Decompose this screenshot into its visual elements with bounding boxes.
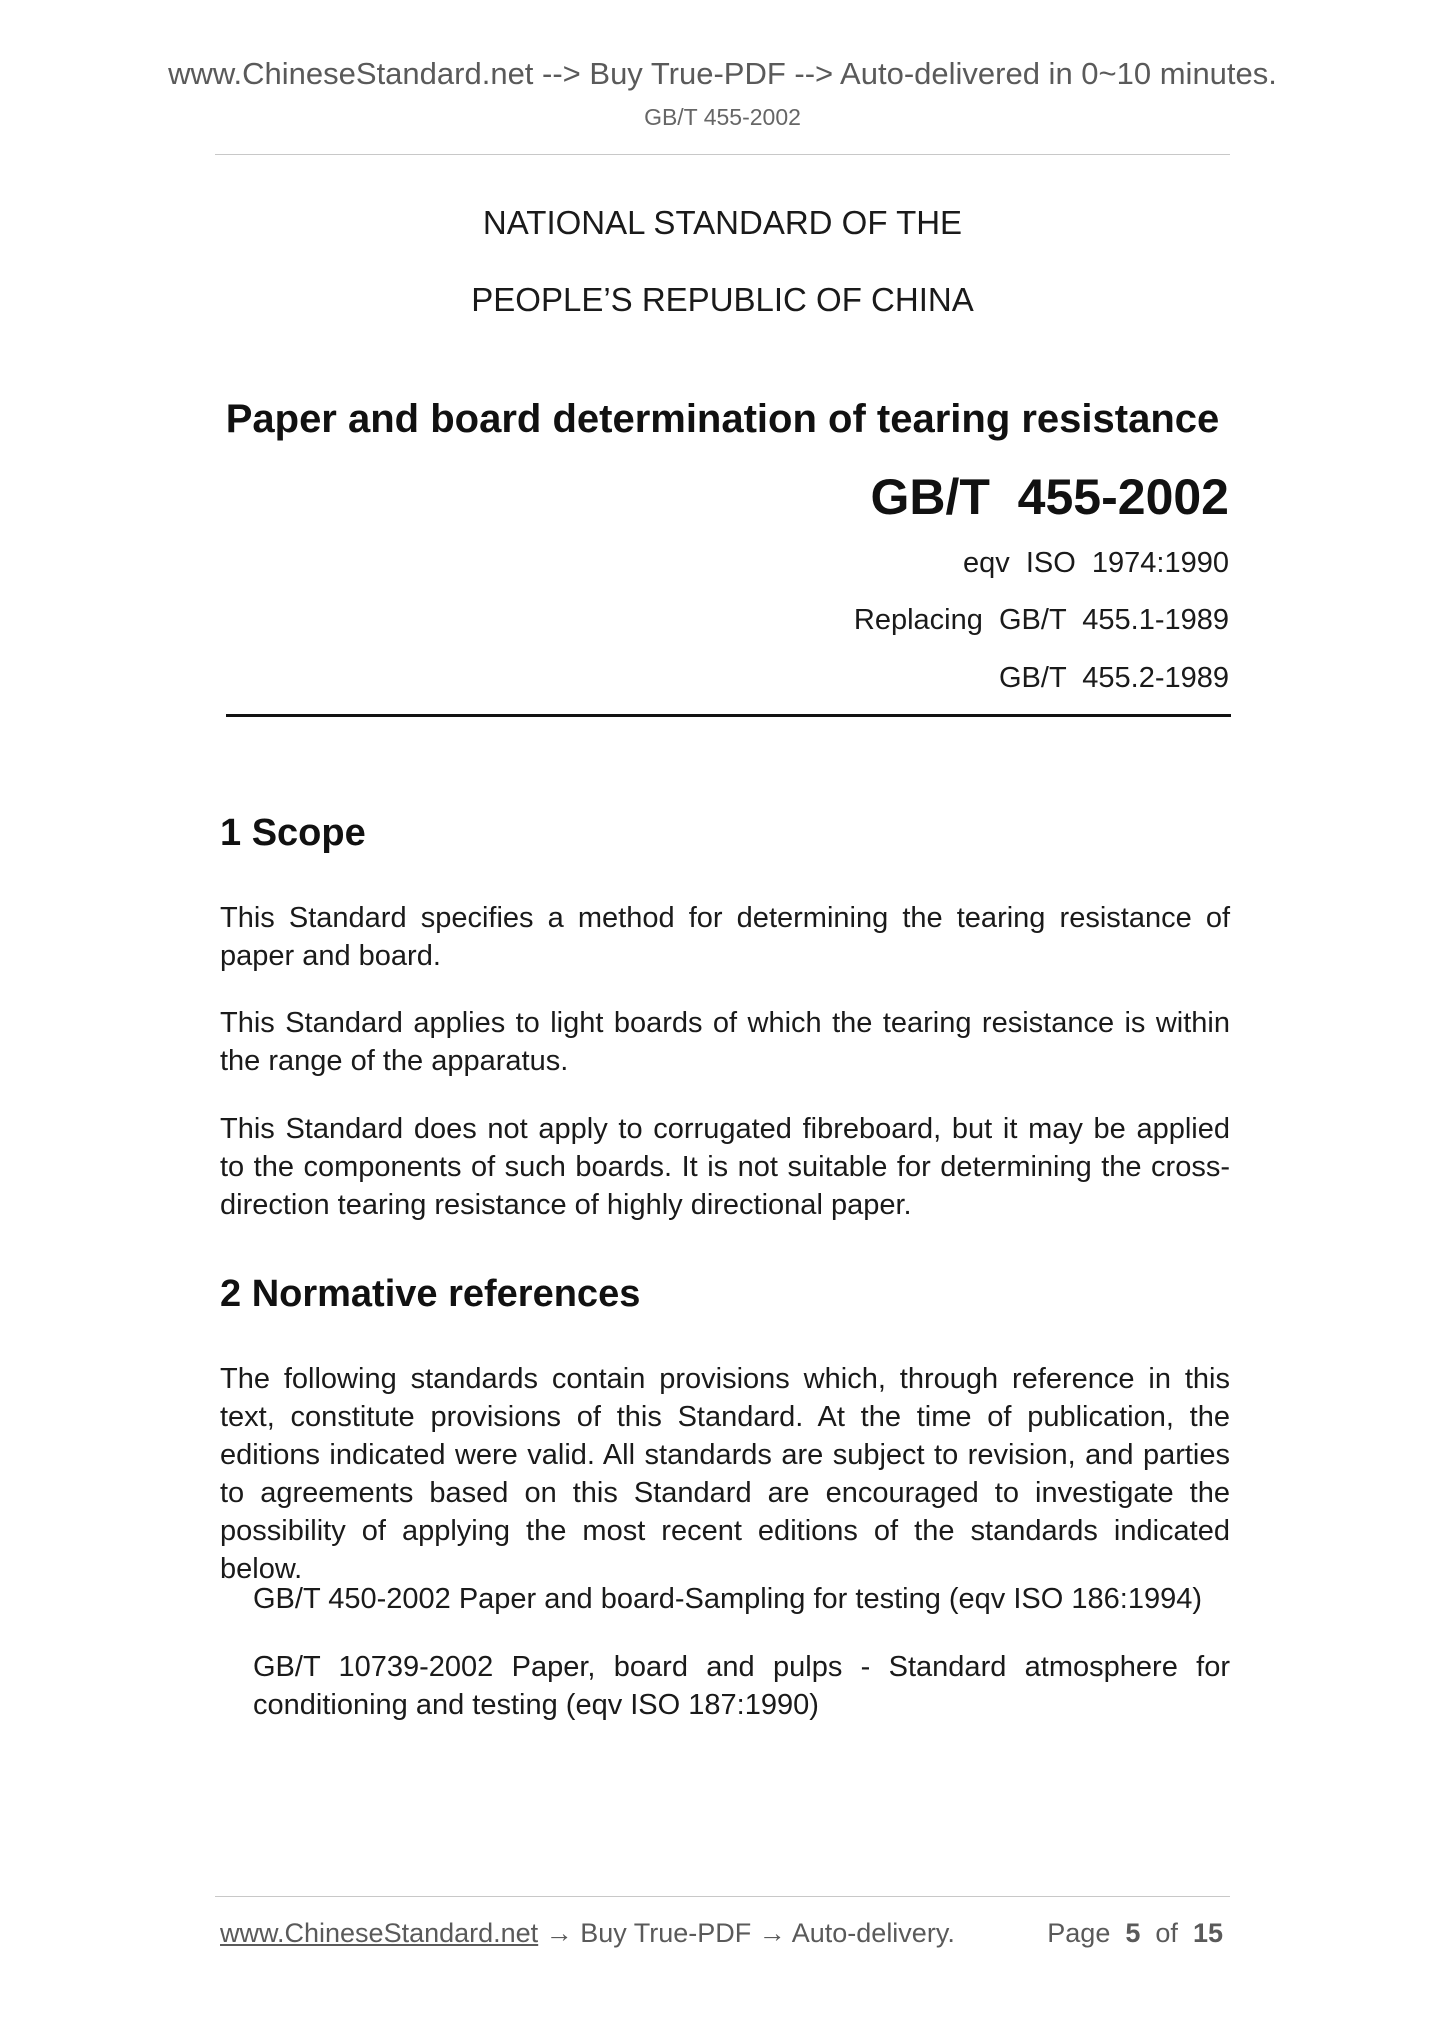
section-1-heading: 1 Scope <box>220 812 366 854</box>
scope-paragraph-3: This Standard does not apply to corrugated fibreboard, but it may be applied to the components of such boards. It is not suitable for determining the cross-direction tearing resistance of highly directional paper. <box>220 1113 1230 1221</box>
national-standard-line-2: PEOPLE’S REPUBLIC OF CHINA <box>471 281 974 318</box>
header-doc-id: GB/T 455-2002 <box>644 104 801 130</box>
title-divider <box>226 714 1231 717</box>
footer-site-link[interactable]: www.ChineseStandard.net <box>220 1918 539 1948</box>
reference-item: GB/T 450-2002 Paper and board-Sampling for testing (eqv ISO 186:1994) <box>253 1583 1202 1615</box>
scope-paragraph-1: This Standard specifies a method for determining the tearing resistance of paper and board. <box>220 902 1230 972</box>
page-current: 5 <box>1125 1918 1141 1948</box>
footer-divider <box>215 1896 1230 1897</box>
header-divider <box>215 154 1230 155</box>
document-title: Paper and board determination of tearing resistance <box>225 397 1220 441</box>
page-number <box>1047 1918 1223 1949</box>
normative-references-paragraph: The following standards contain provisions which, through reference in this text, constitute provisions of this Standard. At the time of publication, the editions indicated were valid. All standards are subject to revision, and parties to agreements based on this Standard are encouraged to investigate the possibility of applying the most recent editions of the standards indicated below. <box>220 1363 1230 1585</box>
page-of: of <box>1155 1918 1178 1948</box>
scope-paragraph-2: This Standard applies to light boards of which the tearing resistance is within the range of the apparatus. <box>220 1007 1230 1077</box>
page-total: 15 <box>1192 1918 1223 1948</box>
footer-promo <box>220 1918 955 1949</box>
footer-tagline: → Buy True-PDF → Auto-delivery. <box>538 1918 955 1948</box>
reference-item: GB/T 10739-2002 Paper, board and pulps - Standard atmosphere for conditioning and testing (eqv ISO 187:1990) <box>253 1651 1230 1721</box>
standard-code: GB/T 455-2002 <box>870 469 1229 525</box>
equivalence-note: eqv ISO 1974:1990 <box>962 547 1229 579</box>
page-label: Page <box>1047 1918 1111 1948</box>
replacing-note-1: Replacing GB/T 455.1-1989 <box>853 604 1229 636</box>
national-standard-line-1: NATIONAL STANDARD OF THE <box>482 204 963 241</box>
replacing-note-2: GB/T 455.2-1989 <box>998 662 1229 694</box>
section-2-heading: 2 Normative references <box>220 1273 641 1315</box>
header-banner: www.ChineseStandard.net --> Buy True-PDF --> Auto-delivered in 0~10 minutes. <box>168 56 1277 91</box>
